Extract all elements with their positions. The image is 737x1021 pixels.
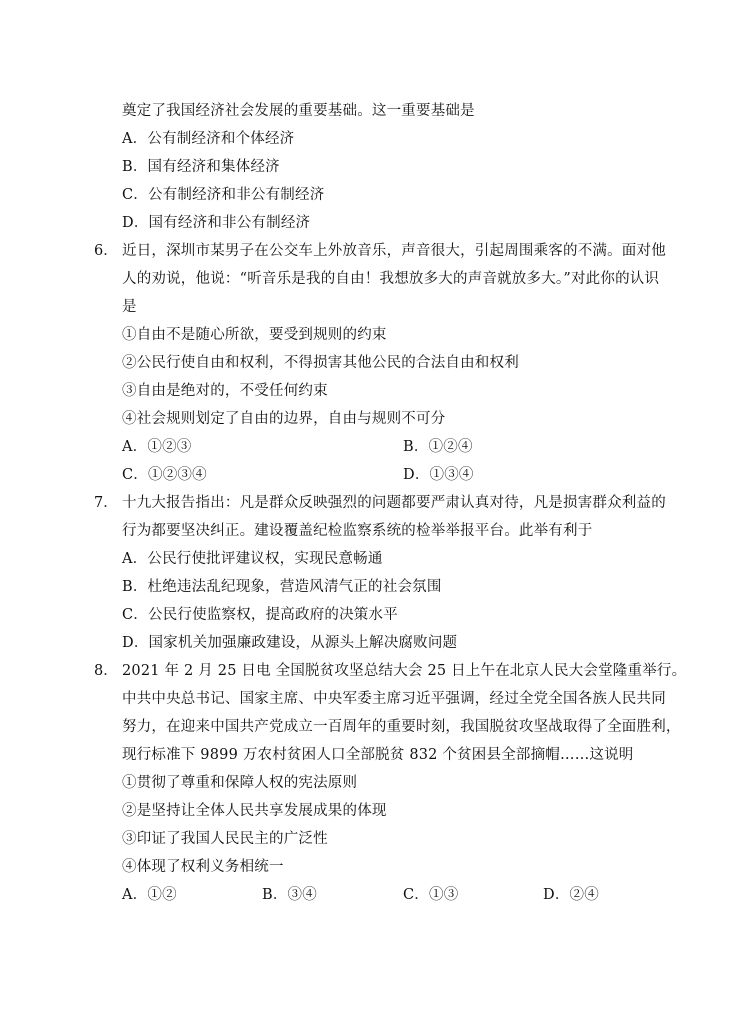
q6-stem-line-1: 近日，深圳市某男子在公交车上外放音乐，声音很大，引起周围乘客的不满。面对他 (122, 243, 666, 259)
q8-number: 8． (94, 663, 118, 679)
carryover-option-d[interactable]: D．国有经济和非公有制经济 (122, 215, 311, 231)
carryover-option-b[interactable]: B．国有经济和集体经济 (122, 159, 280, 175)
q6-option-d[interactable]: D．①③④ (403, 467, 474, 483)
q8-option-b[interactable]: B．③④ (262, 887, 317, 903)
q6-statement-2: ②公民行使自由和权利，不得损害其他公民的合法自由和权利 (122, 355, 519, 371)
q6-statement-3: ③自由是绝对的，不受任何约束 (122, 383, 328, 399)
q6-stem-line-2: 人的劝说，他说：“听音乐是我的自由！我想放多大的声音就放多大。”对此你的认识 (122, 271, 660, 287)
q6-option-a[interactable]: A．①②③ (122, 439, 192, 455)
q6-statement-1: ①自由不是随心所欲，要受到规则的约束 (122, 327, 387, 343)
q6-stem-line-3: 是 (122, 299, 137, 315)
carryover-option-a[interactable]: A．公有制经济和个体经济 (122, 131, 295, 147)
q8-statement-2: ②是坚持让全体人民共享发展成果的体现 (122, 803, 387, 819)
q8-option-c[interactable]: C．①③ (403, 887, 459, 903)
q7-option-c[interactable]: C．公民行使监察权，提高政府的决策水平 (122, 607, 398, 623)
q6-option-c[interactable]: C．①②③④ (122, 467, 207, 483)
q6-number: 6． (94, 243, 118, 259)
carryover-option-c[interactable]: C．公有制经济和非公有制经济 (122, 187, 325, 203)
q8-stem-line-3: 努力，在迎来中国共产党成立一百周年的重要时刻，我国脱贫攻坚战取得了全面胜利， (122, 719, 681, 735)
q8-stem-line-4: 现行标准下 9899 万农村贫困人口全部脱贫 832 个贫困县全部摘帽……这说明 (122, 747, 634, 763)
q7-stem-line-2: 行为都要坚决纠正。建设覆盖纪检监察系统的检举举报平台。此举有利于 (122, 523, 593, 539)
q8-stem-line-2: 中共中央总书记、国家主席、中央军委主席习近平强调，经过全党全国各族人民共同 (122, 691, 666, 707)
q7-stem-line-1: 十九大报告指出：凡是群众反映强烈的问题都要严肃认真对待，凡是损害群众利益的 (122, 495, 666, 511)
q6-option-b[interactable]: B．①②④ (403, 439, 473, 455)
q6-statement-4: ④社会规则划定了自由的边界，自由与规则不可分 (122, 411, 446, 427)
q8-statement-3: ③印证了我国人民民主的广泛性 (122, 831, 328, 847)
carryover-stem: 奠定了我国经济社会发展的重要基础。这一重要基础是 (122, 103, 475, 119)
q7-option-b[interactable]: B．杜绝违法乱纪现象，营造风清气正的社会氛围 (122, 579, 442, 595)
q8-option-d[interactable]: D．②④ (543, 887, 599, 903)
q8-stem-line-1: 2021 年 2 月 25 日电 全国脱贫攻坚总结大会 25 日上午在北京人民大会堂隆重举行。 (122, 663, 687, 679)
q8-option-a[interactable]: A．①② (122, 887, 177, 903)
q7-option-a[interactable]: A．公民行使批评建议权，实现民意畅通 (122, 551, 383, 567)
q8-statement-1: ①贯彻了尊重和保障人权的宪法原则 (122, 775, 358, 791)
q7-number: 7． (94, 495, 118, 511)
q8-statement-4: ④体现了权利义务相统一 (122, 859, 284, 875)
q7-option-d[interactable]: D．国家机关加强廉政建设，从源头上解决腐败问题 (122, 635, 458, 651)
